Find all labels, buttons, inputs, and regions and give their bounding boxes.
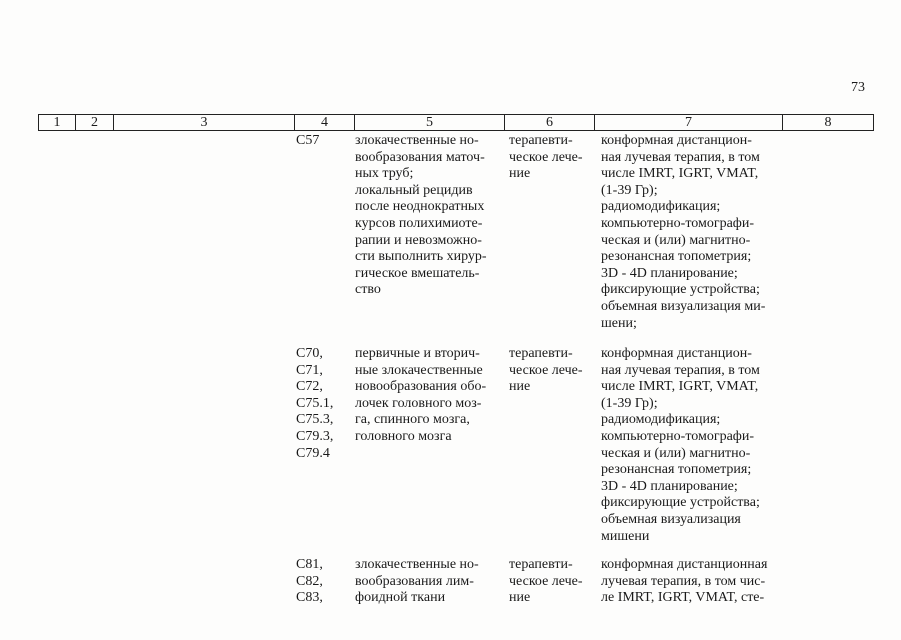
row3-treatment: терапевти- ческое лече- ние <box>509 557 583 606</box>
col-header-6: 6 <box>505 115 595 131</box>
row2-method: конформная дистанцион- ная лучевая терапия, в том числе IMRT, IGRT, VMAT, (1-39 Гр); радиомодификация; компьютерно-томографи- ческая и (или) магнитно- резонансная топометрия; 3D - 4D планирование; фиксирующие устройства; объемная визуализация мишени <box>601 346 760 544</box>
col-header-5: 5 <box>355 115 505 131</box>
header-row <box>39 115 874 131</box>
row1-diagnosis: злокачественные но- вообразования маточ- ных труб; локальный рецидив после неоднократных курсов полихимиоте- рапии и невозможно- сти выполнить хирур- гическое вмешатель- ство <box>355 133 487 298</box>
row3-diagnosis: злокачественные но- вообразования лим- фоидной ткани <box>355 557 479 606</box>
col-header-2: 2 <box>76 115 114 131</box>
col-header-7: 7 <box>595 115 783 131</box>
row3-method: конформная дистанционная лучевая терапия, в том чис- ле IMRT, IGRT, VMAT, сте- <box>601 557 768 606</box>
row2-diagnosis: первичные и вторич- ные злокачественные новообразования обо- лочек головного моз- га, спинного мозга, головного мозга <box>355 346 487 444</box>
col-header-1: 1 <box>39 115 76 131</box>
row1-code: C57 <box>296 133 320 148</box>
column-header-table <box>38 114 874 131</box>
col-header-3: 3 <box>114 115 295 131</box>
row3-code: C81, C82, C83, <box>296 557 323 606</box>
row2-treatment: терапевти- ческое лече- ние <box>509 346 583 395</box>
col-header-8: 8 <box>783 115 874 131</box>
col-header-4: 4 <box>295 115 355 131</box>
row1-treatment: терапевти- ческое лече- ние <box>509 133 583 182</box>
page-number: 73 <box>851 80 865 95</box>
row1-method: конформная дистанцион- ная лучевая терапия, в том числе IMRT, IGRT, VMAT, (1-39 Гр); радиомодификация; компьютерно-томографи- ческая и (или) магнитно- резонансная топометрия; 3D - 4D планирование; фиксирующие устройства; объемная визуализация ми- шени; <box>601 133 766 331</box>
row2-code: C70, C71, C72, C75.1, C75.3, C79.3, C79.4 <box>296 346 334 461</box>
